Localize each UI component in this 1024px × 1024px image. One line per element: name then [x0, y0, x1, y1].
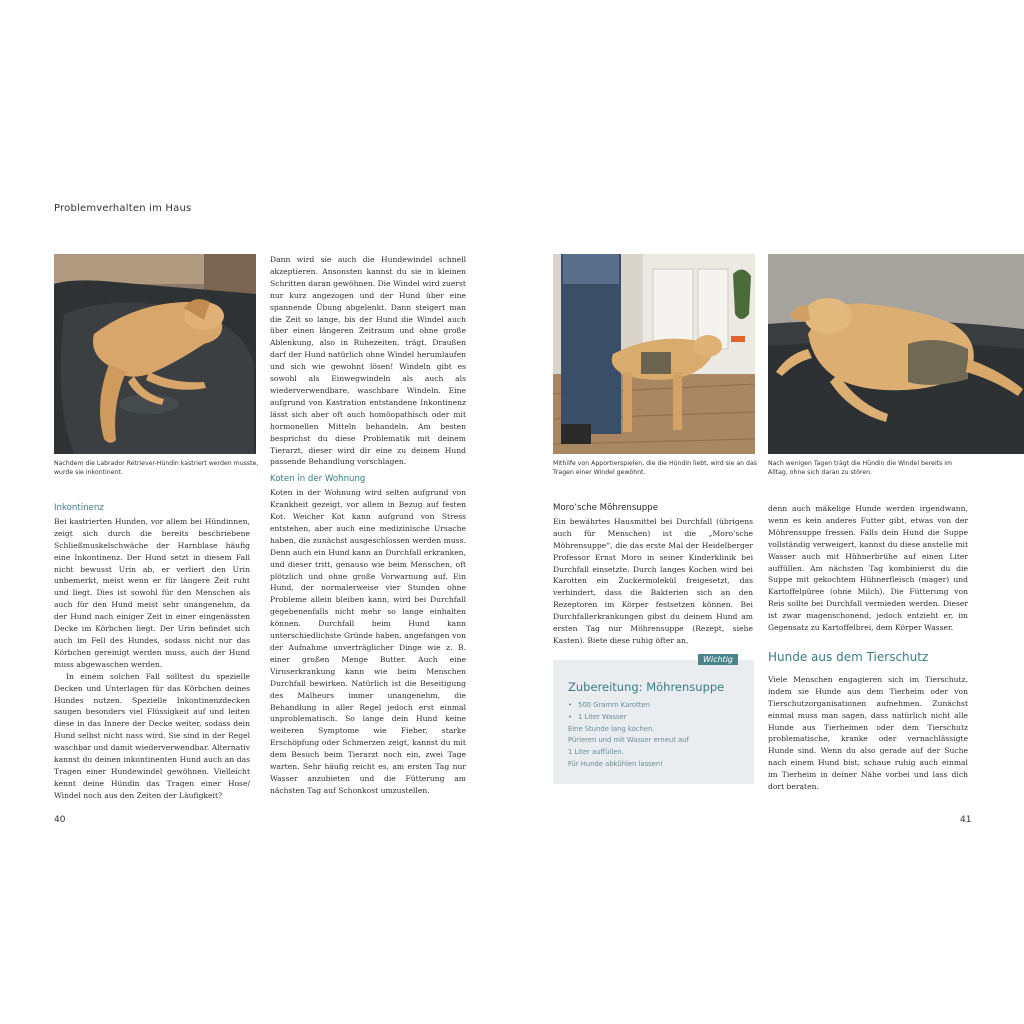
- heading-tierschutz: Hunde aus dem Tierschutz: [768, 649, 929, 664]
- paragraph: Ein bewährtes Hausmittel bei Durchfall (übrigens auch für Menschen) ist die „Moro’sche Möhrensuppe“, die das erste Mal der Heidelberger Professor Ernst Moro in seiner Kinderklinik bei Durchfall einsetzte. Durch langes Kochen wird bei Karotten ein Zuckermolekül freigesetzt, das verhindert, dass die Bakterien sich an den Rezeptoren im Körper festsetzen können. Bei Durchfallerkrankungen gibst du deinem Hund am ersten Tag nur Möhrensuppe (Rezept, siehe Kasten). Biete diese ruhig öfter an,: [553, 516, 753, 645]
- step-item: Für Hunde abkühlen lassen!: [568, 759, 663, 768]
- step-item: 1 Liter auffüllen.: [568, 748, 624, 757]
- column-1: [54, 503, 250, 802]
- heading-inkontinenz: Inkontinenz: [54, 503, 104, 513]
- recipe-list: [568, 700, 689, 771]
- paragraph: In einem solchen Fall solltest du spezielle Decken und Unterlagen für das Körbchen deines Hundes nutzen. Spezielle Inkontinenzdecken saugen besonders viel Flüssigkeit auf und leiten diese in das Innere der Decke weiter, sodass dein Hund selbst nicht nass wird. Sie sind in der Regel waschbar und damit wiederverwendbar. Alternativ kannst du deinen inkontinenten Hund auch an das Tragen einer Hundewindel gewöhnen. Vielleicht kennt deine Hündin das Tragen einer Hose/ Windel noch aus den Zeiten der Läufigkeit?: [54, 671, 250, 800]
- recipe-title: Zubereitung: Möhrensuppe: [568, 680, 725, 694]
- column-4: [768, 503, 968, 793]
- heading-koten: Koten in der Wohnung: [270, 474, 366, 485]
- paragraph: Bei kastrierten Hunden, vor allem bei Hündinnen, zeigt sich durch die bereits beschriebene Schließmuskelschwäche der Harnblase häufig eine Inkontinenz. Der Hund setzt in diesem Fall nicht bewusst Urin ab, er verliert den Urin unbemerkt, meist wenn er für längere Zeit ruht und liegt. Dies ist sowohl für den Menschen als auch für den Hund meist sehr unangenehm, da der Hund nach einiger Zeit in einer eingenässten Decke im Körbchen liegt. Der Urin befindet sich auch im Fell des Hundes, sodass nicht nur das Körbchen gereinigt werden muss, auch der Hund muss abgewaschen werden.: [54, 516, 250, 669]
- photo-dog-on-bed: [54, 254, 256, 454]
- photo-dog-with-diaper: [768, 254, 1024, 454]
- paragraph: Dann wird sie auch die Hundewindel schnell akzeptieren. Ansonsten kannst du sie in kleinen Schritten daran gewöhnen. Die Windel wird zuerst nur kurz angezogen und der Hund über eine spannende Übung abgelenkt. Dann steigert man die Zeit so lange, bis der Hund die Windel auch über einen längeren Zeitraum und ohne große Ablenkung, also in Ruhezeiten, trägt. Draußen darf der Hund natürlich ohne Windel herumlaufen und sich wie gewohnt lösen! Windeln gibt es sowohl als Einwegwindeln als auch als wiederverwendbare, waschbare Windeln. Eine aufgrund von Kastration entstandene Inkontinenz lässt sich aber oft auch homöopathisch oder mit hormonellen Mitteln behandeln. Am besten besprichst du diese Problematik mit deinem Tierarzt, dieser wird dir eine zu deinem Hund passende Behandlung vorschlagen.: [270, 255, 466, 467]
- column-3: [553, 503, 753, 647]
- ingredient-item: • 1 Liter Wasser: [568, 712, 689, 724]
- wichtig-tag: Wichtig: [698, 654, 738, 665]
- paragraph: Koten in der Wohnung wird selten aufgrund von Krankheit gezeigt, vor allem in Bezug auf festen Kot. Weicher Kot kann aufgrund von Stress entstehen, aber auch eine medizinische Ursache haben, die zunächst ausgeschlossen werden muss. Denn auch ein Hund kann an Durchfall erkranken, und dieser tritt, genauso wie beim Menschen, oft plötzlich und ohne große Vorwarnung auf. Ein Hund, der normalerweise vier Stunden ohne Probleme allein bleiben kann, wird bei Durchfall gegebenenfalls nicht mehr so lange einhalten können. Durchfall beim Hund kann unterschiedlichste Gründe haben, angefangen von der Aufnahme unverträglicher Dinge wie z. B. einer großen Menge Butter. Auch eine Viruserkrankung kann wie beim Menschen Durchfall bewirken. Natürlich ist die Beseitigung des Malheurs immer unangenehm, die Behandlung in aller Regel jedoch erst einmal unproblematisch. So lange dein Hund keine weiteren Symptome wie Fieber, starke Erschöpfung oder Schmerzen zeigt, kannst du mit dem Besuch beim Tierarzt noch ein, zwei Tage warten. Sehr häufig reicht es, am ersten Tag nur Wasser anzubieten und die Fütterung am nächsten Tag auf Schonkost umzustellen.: [270, 488, 466, 795]
- caption-photo3: Nach wenigen Tagen trägt die Hündin die Windel bereits im Alltag, ohne sich daran zu stören.: [768, 460, 953, 476]
- column-2: [270, 254, 466, 797]
- recipe-box: [553, 655, 754, 784]
- caption-photo2: Mithilfe von Apportierspielen, die die Hündin liebt, wird sie an das Tragen einer Windel gewöhnt.: [553, 460, 757, 476]
- heading-moehrensuppe: Moro’sche Möhrensuppe: [553, 503, 658, 513]
- paragraph: denn auch mäkelige Hunde werden irgendwann, wenn es kein anderes Futter gibt, etwas von der Möhrensuppe fressen. Falls dein Hund die Suppe vollständig verweigert, kannst du diese anstelle mit Wasser auch mit Hühnerbrühe auf einen Liter auffüllen. Am nächsten Tag kombinierst du die Suppe mit gekochtem Hühnerfleisch (mager) und Kartoffelpüree (ohne Milch). Die Fütterung von Reis sollte bei Durchfall vermieden werden. Dieser ist zwar magenschonend, jedoch entzieht er, im Gegensatz zu Kartoffelbrei, dem Körper Wasser.: [768, 504, 968, 633]
- step-item: Eine Stunde lang kochen.: [568, 724, 655, 733]
- running-head: Problemverhalten im Haus: [54, 203, 192, 214]
- ingredient-item: • 500 Gramm Karotten: [568, 700, 689, 712]
- paragraph: Viele Menschen engagieren sich im Tierschutz, indem sie Hunde aus dem Tierheim oder von Tierschutzorganisationen aufnehmen. Zunächst einmal muss man sagen, dass natürlich nicht alle Hunde aus Tierheimen oder dem Tierschutz problematische, kranke oder vernachlässigte Hunde sind. Wenn du also gerade auf der Suche nach einem Hund bist, schaue ruhig auch einmal im Tierheim in deiner Nähe vorbei und lass dich dort beraten.: [768, 674, 968, 792]
- photo-person-with-dog: [553, 254, 755, 454]
- page-number-left: 40: [54, 815, 66, 825]
- page-number-right: 41: [960, 815, 972, 825]
- step-item: Pürieren und mit Wasser erneut auf: [568, 736, 689, 745]
- caption-photo1: Nachdem die Labrador Retriever-Hündin kastriert werden musste, wurde sie inkontinent.: [54, 460, 259, 476]
